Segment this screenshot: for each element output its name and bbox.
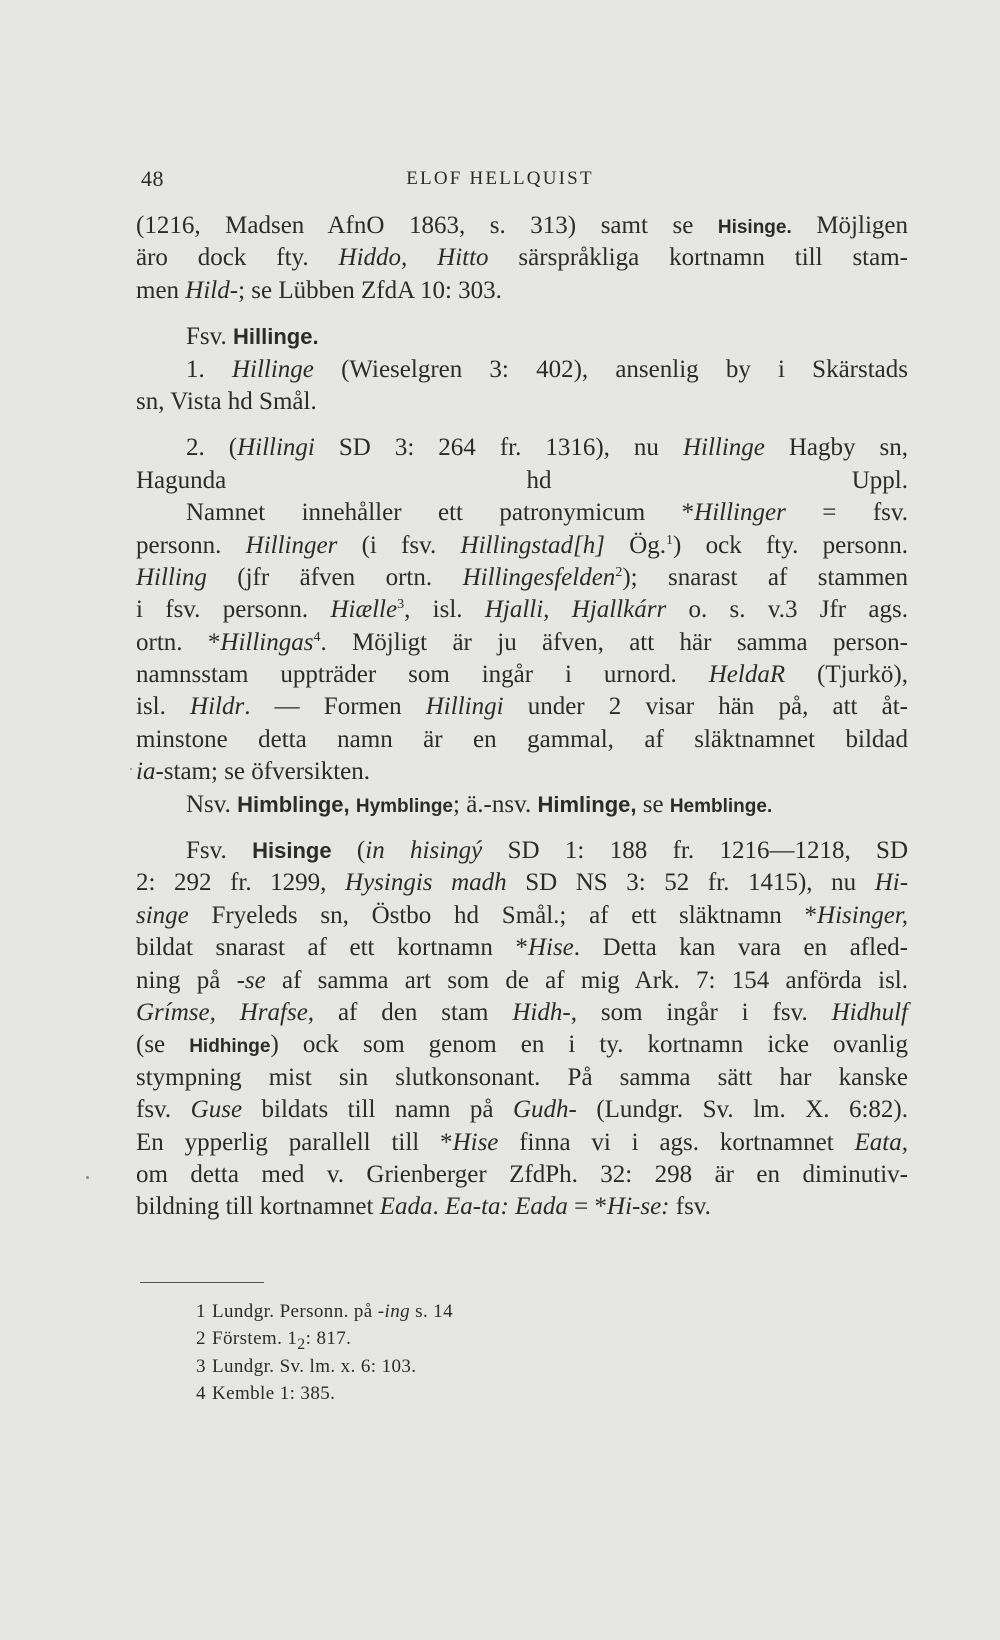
footnote [196,1353,453,1380]
text-run: minstone detta namn är en gammal, af släktnamnet bildad [136,725,908,753]
footnote-number: 4 [196,1382,206,1404]
cross-reference: Hisinge. [717,217,792,238]
italic-term: in hisingý [365,837,483,865]
text-run: Lundgr. Sv. lm. x. 6: 103. [212,1355,417,1377]
text-line [136,900,908,932]
italic-term: Hiælle [330,596,398,624]
text-run: i fsv. personn. [136,596,331,624]
italic-term: Hillingstad[h] [460,531,605,559]
italic-term: Hise [527,934,574,962]
text-line [136,530,908,562]
italic-term: HeldaR [708,661,786,689]
page-number: 48 [141,166,164,191]
text-run: af den stam [314,998,513,1026]
footnote [196,1325,453,1352]
text-run: Möjligen [791,212,908,239]
text-run: men [136,276,186,304]
italic-term: Gudh- [512,1096,577,1124]
footnote-ref: 1 [666,532,674,548]
text-run: ning på - [136,966,245,994]
italic-term: Eata, [854,1128,908,1156]
text-line [136,867,908,899]
running-head [0,166,1000,196]
text-run: SD NS 3: 52 fr. 1415), nu [506,869,875,897]
text-line [136,354,908,386]
headword: Hisinge [252,838,332,864]
text-line [136,497,908,529]
text-run: under 2 visar hän på, att åt- [503,693,908,721]
text-run: isl. [136,693,191,721]
text-line [136,594,908,626]
text-line [136,1191,908,1223]
italic-term: Eada [379,1193,433,1221]
text-line [136,321,908,353]
cross-reference: Hidhinge [189,1036,271,1058]
text-line [136,659,908,691]
text-line [136,1159,908,1191]
text-run: sn, Vista hd Smål. [136,387,317,415]
text-run: ; se Lübben ZfdA 10: 303. [238,276,502,304]
cross-reference: Hymblinge [355,795,453,817]
text-line [136,789,908,821]
text-line [136,932,908,964]
text-run: . Möjligt är ju äfven, att här samma person- [320,628,908,656]
footnotes [196,1298,453,1407]
paper-speck [86,1176,89,1179]
text-line [136,1127,908,1159]
text-line [136,562,908,594]
text-run: o. s. v.3 Jfr ags. [666,596,909,624]
italic-term: ia [136,758,156,786]
text-line [136,997,908,1029]
text-run: ) ock som genom en i ty. kortnamn icke ovanlig [270,1031,908,1059]
text-run [136,434,186,461]
text-run: namnsstam uppträder som ingår i urnord. [136,661,709,689]
italic-term: Guse [190,1096,243,1124]
italic-term: Hidhulf [831,998,908,1026]
italic-term: Hildr [190,693,245,721]
text-run: ( [331,837,366,865]
text-run: Hagunda hd Uppl. [136,466,908,494]
footnote-ref: 2 [615,564,623,580]
text-run: , isl. [404,596,485,624]
text-run: fsv. [669,1193,711,1221]
text-line [136,1029,908,1061]
text-run: Fryeleds sn, Östbo hd Smål.; af ett släktnamn * [188,901,818,929]
footnote [196,1298,453,1325]
text-line [136,465,908,497]
text-run: af samma art som de af mig Ark. 7: 154 anförda isl. [265,966,908,994]
italic-term: Hisinger, [817,901,908,929]
text-run: Fsv. [186,323,234,351]
text-run: . [432,1193,446,1221]
paragraph-gap [136,307,908,321]
paragraph-gap [136,821,908,835]
text-run: Lundgr. Personn. på - [212,1301,385,1322]
text-line [136,242,908,274]
italic-term: Hillingi [237,434,315,462]
text-run: En ypperlig parallell till * [136,1128,453,1156]
italic-term: Hillinge [231,355,314,383]
text-run: (se [136,1031,190,1059]
paragraph [136,210,908,307]
headword: Hillinge. [233,324,319,350]
footnote-number: 3 [196,1355,206,1377]
text-run: bildats till namn på [242,1096,513,1124]
italic-term: se [244,966,266,994]
text-run: . — Formen [244,693,426,721]
italic-term: Hillinge [682,434,765,462]
text-run: Fsv. [186,837,253,865]
text-line [136,432,908,464]
text-line [136,386,908,418]
text-run: finna vi i ags. kortnamnet [498,1128,855,1156]
italic-term: Hjalli, Hjallkárr [484,596,667,624]
text-run: bildning till kortnamnet [136,1193,380,1221]
text-run: särspråkliga kortnamn till stam- [488,244,908,272]
italic-term: Hi-se: [607,1193,670,1221]
italic-term: ing [384,1301,411,1322]
text-line [136,1094,908,1126]
text-run: SD 3: 264 fr. 1316), nu [314,434,683,462]
italic-term: Hise [452,1128,499,1156]
paragraph [136,789,908,821]
text-run: (jfr äfven ortn. [206,563,463,591]
text-run: ; ä.-nsv. [453,790,538,818]
footnote-ref: 3 [397,597,405,613]
text-run: ) ock fty. personn. [673,531,908,559]
text-run: : 817. [305,1328,352,1350]
italic-term: Hillingi [425,693,504,721]
italic-term: singe [136,901,189,929]
text-line [136,724,908,756]
footnote-number: 1 [196,1301,206,1322]
italic-term: Hillinger [694,499,786,527]
text-line [136,691,908,723]
footnote-ref: 4 [313,629,321,645]
text-run: äro dock fty. [136,244,339,272]
text-line [136,210,908,242]
text-line [136,627,908,659]
text-run: . Detta kan vara en afled- [573,934,909,962]
text-line [136,756,908,788]
text-run: Förstem. 1 [212,1328,298,1350]
footnote [196,1380,453,1407]
italic-term: Grímse, Hrafse, [136,998,315,1026]
italic-term: Hysingis madh [345,869,507,897]
italic-term: Hillingas [220,628,314,656]
headword: Himlinge, [537,791,637,817]
body-text [136,210,908,1224]
text-run: (Wieselgren 3: 402), ansenlig by i Skärstads [313,355,909,383]
italic-term: Hi- [874,869,909,897]
italic-term: Hilling [136,563,207,591]
paragraph [136,354,908,419]
text-run: , som ingår i fsv. [570,998,832,1026]
italic-term: Hillingesfelden [462,563,616,591]
text-run: (Tjurkö), [785,661,908,689]
running-title: ELOF HELLQUIST [406,168,594,189]
text-run: = * [567,1193,608,1221]
text-run: om detta med v. Grienberger ZfdPh. 32: 298 är en diminutiv- [136,1160,908,1188]
cross-reference: Hemblinge. [669,795,773,817]
text-run: s. 14 [410,1301,454,1322]
text-run: personn. [136,531,246,559]
text-run [136,837,186,864]
text-run: SD 1: 188 fr. 1216—1218, SD [482,837,908,865]
paper-speck [130,768,132,770]
text-run: 1. [186,355,232,383]
italic-term: Hiddo, Hitto [338,244,489,272]
text-run: Kemble 1: 385. [212,1382,336,1404]
text-line [136,1062,908,1094]
text-run [136,356,186,383]
italic-term: Hillinger [245,531,338,559]
headword: Himblinge, [237,791,350,817]
text-run: (Lundgr. Sv. lm. X. 6:82). [576,1096,908,1124]
paragraph-gap [136,418,908,432]
italic-term: Hild- [185,276,239,304]
text-run: ); snarast af stammen [622,563,908,591]
text-line [136,275,908,307]
text-run: Nsv. [186,790,238,818]
text-run: (1216, Madsen AfnO 1863, s. 313) samt se [136,212,718,239]
text-run: (i fsv. [337,531,461,559]
text-run: -stam; se öfversikten. [155,758,370,786]
text-run [136,499,186,526]
paragraph [136,835,908,1224]
text-line [136,835,908,867]
text-run: 2. ( [186,434,238,462]
text-run: ortn. * [136,628,221,656]
text-run: 2: 292 fr. 1299, [136,869,346,897]
text-run: stympning mist sin slutkonsonant. På samma sätt har kanske [136,1063,908,1091]
text-run: Hagby sn, [764,434,909,462]
paragraph [136,321,908,353]
italic-term: Hidh- [512,998,571,1026]
paragraph [136,432,908,788]
text-run: = fsv. [785,499,908,527]
text-run: bildat snarast af ett kortnamn * [136,934,528,962]
footnote-number: 2 [196,1328,206,1350]
text-run: Namnet innehåller ett patronymicum * [186,499,695,527]
footnote-rule [140,1282,264,1283]
italic-term: Ea-ta: Eada [445,1193,568,1221]
text-run: Ög. [605,531,667,559]
text-run: se [636,790,670,818]
text-run: fsv. [136,1096,191,1124]
subscript: 2 [297,1336,306,1354]
text-line [136,965,908,997]
